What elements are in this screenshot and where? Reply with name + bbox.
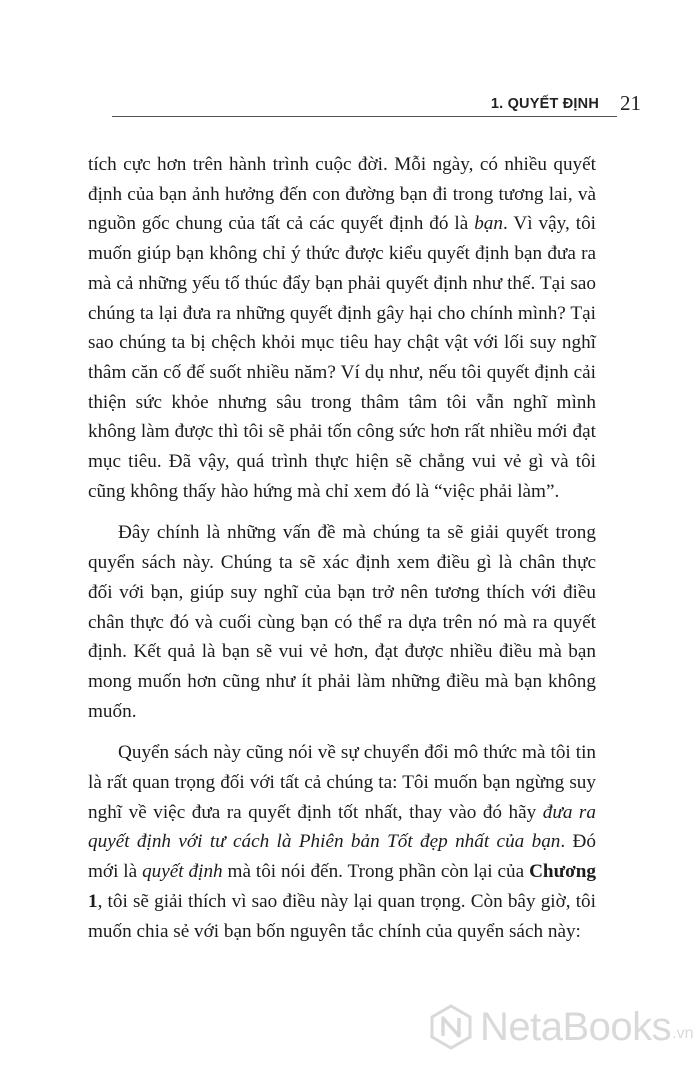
text-run: Đây chính là những vấn đề mà chúng ta sẽ giải quyết trong quyển sách này. Chúng ta sẽ xác định xem điều gì là chân thực đối với bạn, giúp suy nghĩ của bạn trở nên tương thích với điều chân thực đó và cuối cùng bạn có thể ra dựa trên nó mà ra quyết định. Kết quả là bạn sẽ vui vẻ hơn, đạt được nhiều điều mà bạn mong muốn hơn cũng như ít phải làm những điều mà bạn không muốn. [88, 522, 596, 722]
paragraph-2 [88, 518, 596, 726]
italic-run: quyết định [142, 861, 223, 883]
paragraph-3 [88, 738, 596, 946]
watermark-suffix: .vn [672, 1025, 694, 1042]
running-header [112, 90, 641, 117]
text-run: mà tôi nói đến. Trong phần còn lại của [222, 861, 530, 883]
running-head-title: 1. QUYẾT ĐỊNH [490, 96, 599, 112]
text-run: . Đó mới là [88, 831, 597, 883]
watermark-brand: NetaBooks [480, 1004, 672, 1049]
watermark [428, 1002, 694, 1052]
paragraph-1 [88, 150, 596, 506]
page-number: 21 [620, 91, 641, 115]
text-run: Quyển sách này cũng nói về sự chuyển đổi mô thức mà tôi tin là rất quan trọng đối với tất cả chúng ta: Tôi muốn bạn ngừng suy nghĩ về việc đưa ra quyết định tốt nhất, thay vào đó hãy [88, 742, 596, 823]
text-run: , tôi sẽ giải thích vì sao điều này lại quan trọng. Còn bây giờ, tôi muốn chia sẻ với bạn bốn nguyên tắc chính của quyển sách này: [88, 890, 596, 942]
italic-run: bạn [474, 213, 503, 235]
bold-run: Chương 1 [88, 861, 596, 912]
netabooks-logo-icon [428, 1004, 474, 1050]
italic-run: đưa ra quyết định với tư cách là Phiên bản Tốt đẹp nhất của bạn [88, 801, 596, 853]
text-run: . Vì vậy, tôi muốn giúp bạn không chỉ ý thức được kiểu quyết định bạn đưa ra mà cả những yếu tố thúc đẩy bạn phải quyết định như thế. Tại sao chúng ta lại đưa ra những quyết định gây hại cho chính mình? Tại sao chúng ta bị chệch khỏi mục tiêu hay chật vật với lối suy nghĩ thâm căn cố đế suốt nhiều năm? Ví dụ như, nếu tôi quyết định cải thiện sức khỏe nhưng sâu trong thâm tâm tôi vẫn nghĩ mình không làm được thì tôi sẽ phải tốn công sức hơn rất nhiều mới đạt mục tiêu. Đã vậy, quá trình thực hiện sẽ chẳng vui vẻ gì và tôi cũng không thấy hào hứng mà chỉ xem đó là “việc phải làm”. [88, 213, 596, 502]
text-run: tích cực hơn trên hành trình cuộc đời. Mỗi ngày, có nhiều quyết định của bạn ảnh hưởng đến con đường bạn đi trong tương lai, và nguồn gốc chung của tất cả các quyết định đó là [88, 154, 596, 235]
body-text [88, 150, 596, 958]
